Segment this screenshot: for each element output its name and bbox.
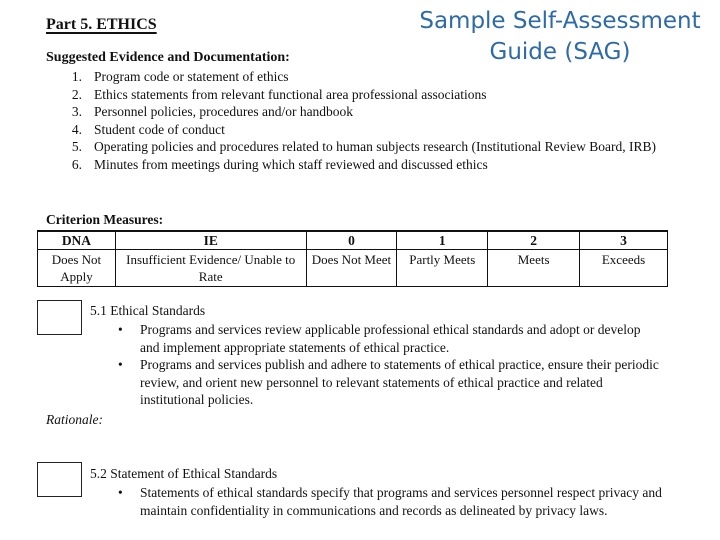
criterion-label: Does Not Apply bbox=[38, 250, 116, 287]
standard-bullets-5-2 bbox=[118, 484, 663, 519]
criterion-heading: Criterion Measures: bbox=[46, 212, 164, 227]
standard-title-5-1: 5.1 Ethical Standards bbox=[90, 303, 206, 318]
bullet-text: Programs and services publish and adhere to statements of ethical practice, ensure their periodic review, and orient new personnel to relevant statements of ethical practice and related institutional policies. bbox=[140, 357, 659, 407]
evidence-item bbox=[46, 68, 666, 86]
rationale-label: Rationale: bbox=[46, 412, 103, 427]
bullet-icon: • bbox=[118, 322, 123, 337]
rating-box-5-2[interactable] bbox=[37, 462, 82, 497]
item-number: 5. bbox=[71, 139, 82, 154]
item-text: Operating policies and procedures related to human subjects research (Institutional Review Board, IRB) bbox=[94, 139, 656, 154]
bullet-text: Statements of ethical standards specify that programs and services personnel respect privacy and maintain confidentiality in communications and records as delineated by privacy laws. bbox=[140, 485, 662, 518]
item-text: Minutes from meetings during which staff reviewed and discussed ethics bbox=[94, 156, 488, 172]
item-text: Ethics statements from relevant functional area professional associations bbox=[94, 86, 487, 102]
criterion-code: 1 bbox=[397, 231, 488, 250]
bullet-icon: • bbox=[118, 485, 123, 500]
standard-bullet bbox=[118, 321, 663, 356]
item-text: Program code or statement of ethics bbox=[94, 69, 289, 84]
item-number: 4. bbox=[71, 121, 82, 137]
part-heading: Part 5. ETHICS bbox=[46, 16, 157, 33]
criterion-code: IE bbox=[115, 231, 306, 250]
criterion-label: Does Not Meet bbox=[306, 250, 397, 287]
criterion-labels-row bbox=[38, 250, 668, 287]
evidence-heading: Suggested Evidence and Documentation: bbox=[46, 50, 290, 65]
item-text: Personnel policies, procedures and/or handbook bbox=[94, 104, 354, 119]
rating-box-5-1[interactable] bbox=[37, 300, 82, 335]
criterion-code: 3 bbox=[580, 231, 668, 250]
evidence-item bbox=[46, 86, 666, 104]
evidence-item bbox=[46, 138, 666, 156]
standard-title-5-2: 5.2 Statement of Ethical Standards bbox=[90, 466, 278, 481]
criterion-label: Meets bbox=[488, 250, 580, 287]
slide-title: Sample Self-Assessment Guide (SAG) bbox=[419, 8, 701, 65]
criterion-code: 0 bbox=[306, 231, 397, 250]
criterion-label: Insufficient Evidence/ Unable to Rate bbox=[115, 250, 306, 287]
criterion-label: Exceeds bbox=[580, 250, 668, 287]
item-text: Student code of conduct bbox=[94, 121, 225, 137]
standard-bullets-5-1 bbox=[118, 321, 663, 409]
standard-bullet bbox=[118, 484, 663, 519]
bullet-icon: • bbox=[118, 357, 123, 372]
evidence-list bbox=[46, 68, 666, 173]
standard-bullet bbox=[118, 356, 663, 409]
item-number: 1. bbox=[71, 69, 82, 84]
criterion-code: DNA bbox=[38, 231, 116, 250]
evidence-item bbox=[46, 121, 666, 139]
criterion-codes-row bbox=[38, 231, 668, 250]
evidence-item bbox=[46, 103, 666, 121]
criterion-label: Partly Meets bbox=[397, 250, 488, 287]
criterion-code: 2 bbox=[488, 231, 580, 250]
item-number: 6. bbox=[71, 156, 82, 172]
bullet-text: Programs and services review applicable professional ethical standards and adopt or develop and implement appropriate statements of ethical practice. bbox=[140, 322, 641, 355]
item-number: 3. bbox=[71, 104, 82, 119]
criterion-table bbox=[37, 230, 668, 287]
evidence-item bbox=[46, 156, 666, 174]
item-number: 2. bbox=[71, 86, 82, 102]
